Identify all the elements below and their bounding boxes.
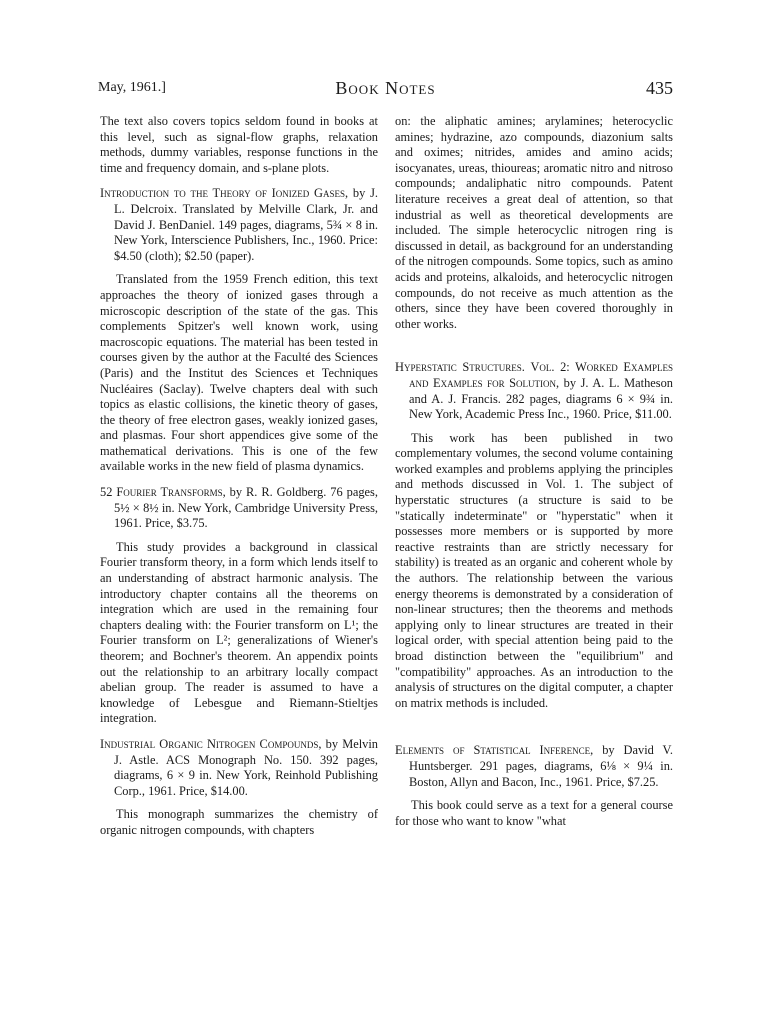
book-review: This study provides a background in classical Fourier transform theory, in a form which lends itself to an understanding of abstract harmonic analysis. The introductory chapter contains all the theorems on integration which are used in the remaining four chapters dealing with: the Fourier transform on L¹; the Fourier transform on L²; generalizations of Wiener's theorem; and Bochner's theorem. An appendix points out the relationship to an arbitrary locally compact abelian group. The reader is assumed to have a knowledge of Lebesgue and Riemann-Stieltjes integration. — [100, 539, 378, 726]
book-title: Elements of Statistical Inference, — [395, 743, 594, 758]
book-review-start: This book could serve as a text for a general course for those who want to know "what — [395, 798, 673, 828]
running-head — [98, 78, 673, 100]
book-review: Translated from the 1959 French edition, this text approaches the theory of ionized gases through a microscopic description of the state of the gas. This complements Spitzer's well known work, using macroscopic equations. The material has been tested in courses given by the author at the Faculté des Sciences (Paris) and the Institut des Sciences et Techniques Nucléaires (Saclay). Twelve chapters deal with such topics as elastic collisions, the kinetic theory of gases, the theory of free electron gases, weakly ionized gases, and plasmas. Four short appendices give some of the mathematical derivations. This is one of the few available works in the new field of plasma dynamics. — [100, 272, 378, 474]
book-review: This work has been published in two complementary volumes, the second volume containing worked examples and problems applying the principles and methods discussed in Vol. 1. The subject of hyperstatic structures (a structure is said to be "statically indeterminate" or "hyperstatic" when it possesses more members or is supported by more reactive restraints than are strictly necessary for stability) is treated as an organic and coherent whole by the authors. The relationship between the various energy theorems is demonstrated by a consideration of non-linear structures; then the theorems and methods applying only to linear structures are treated in their logical order, with special attention being paid to the broad distinction between the "equilibrium" and "compatibility" approaches. As an introduction to the analysis of structures on the digital computer, a chapter on matrix methods is included. — [395, 430, 673, 710]
book-review-start: This monograph summarizes the chemistry of organic nitrogen compounds, with chapters — [100, 807, 378, 837]
left-column — [100, 114, 378, 839]
book-title: Introduction to the Theory of Ionized Gases, — [100, 186, 349, 201]
section-title: Book Notes — [335, 78, 436, 98]
book-entry-statistical-inference — [395, 743, 673, 790]
book-citation: by J. L. Delcroix. Translated by Melville Clark, Jr. and David J. BenDaniel. 149 pages, diagrams, 5¾ × 8 in. New York, Interscience Publishers, Inc., 1960. Price: $4.50 (cloth); $2.50 (paper). — [114, 186, 378, 263]
book-review-continued: on: the aliphatic amines; arylamines; heterocyclic amines; hydrazine, azo compounds, diazonium salts and oximes; nitrides, amides and amino acids; isocyanates, ureas, thioureas; aromatic nitro and nitroso compounds; andaliphatic nitro compounds. Patent literature receives a great deal of attention, so that industrial as well as theoretical developments are included. The simple heterocyclic nitrogen ring is discussed in detail, as background for an understanding of the nitrogen compounds. Some topics, such as amino acids and proteins, alkaloids, and heterocyclic nitrogen compounds, do not receive as much attention as the others, since they have been covered thoroughly in other works. — [395, 114, 673, 331]
page-number: 435 — [646, 78, 673, 98]
right-column — [395, 114, 673, 829]
book-title: 52 Fourier Transforms, — [100, 485, 226, 500]
book-citation: by J. A. L. Matheson and A. J. Francis. 282 pages, diagrams 6 × 9¾ in. New York, Academic Press Inc., 1960. Price, $11.00. — [409, 375, 673, 422]
book-entry-hyperstatic-structures — [395, 360, 673, 422]
book-citation: by R. R. Goldberg. 76 pages, 5½ × 8½ in. New York, Cambridge University Press, 1961. Price, $3.75. — [114, 485, 378, 531]
issue-date: May, 1961.] — [98, 80, 166, 95]
book-citation: by Melvin J. Astle. ACS Monograph No. 150. 392 pages, diagrams, 6 × 9 in. New York, Reinhold Publishing Corp., 1961. Price, $14.00. — [114, 736, 378, 798]
intro-paragraph: The text also covers topics seldom found in books at this level, such as signal-flow graphs, relaxation methods, dummy variables, response functions in the time and frequency domain, and s-plane plots. — [100, 114, 378, 175]
book-title: Industrial Organic Nitrogen Compounds, — [100, 736, 322, 751]
book-entry-fourier-transforms — [100, 485, 378, 532]
book-subtitle: Vol. 2: Worked Examples and Examples for Solution, — [409, 360, 673, 390]
book-citation: by David V. Huntsberger. 291 pages, diagrams, 6⅛ × 9¼ in. Boston, Allyn and Bacon, Inc., 1961. Price, $7.25. — [409, 743, 673, 789]
book-title: Hyperstatic Structures. — [395, 360, 525, 375]
book-entry-ionized-gases — [100, 186, 378, 264]
book-entry-nitrogen-compounds — [100, 737, 378, 799]
